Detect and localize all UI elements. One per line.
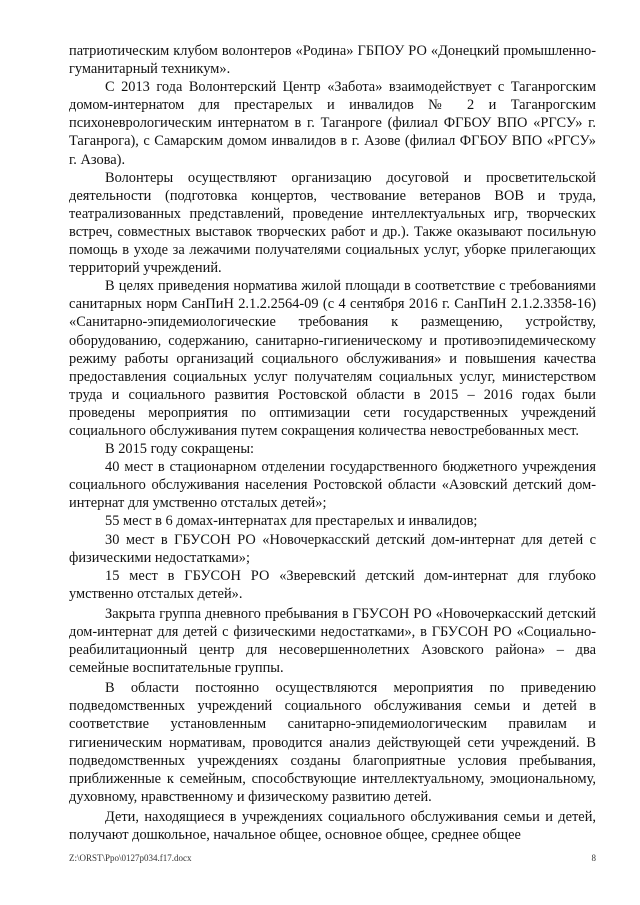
paragraph-children-education: Дети, находящиеся в учреждениях социального обслуживания семьи и детей, получают дошкольное, начальное общее, основное общее, среднее общее (69, 808, 596, 844)
paragraph-center-cooperation: С 2013 года Волонтерский Центр «Забота» взаимодействует с Таганрогским домом-интернатом для престарелых и инвалидов № 2 и Таганрогским психоневрологическим интернатом в г. Таганроге (филиал ФГБОУ ВПО «РГСУ» г. Таганрога), с Самарским домом инвалидов в г. Азове (филиал ФГБОУ ВПО «РГСУ» г. Азова). (69, 79, 596, 168)
list-item-novocherkassk-places: 30 мест в ГБУСОН РО «Новочеркасский детский дом-интернат для детей с физическими недостатками»; (69, 531, 596, 566)
list-item-azov-places: 40 мест в стационарном отделении государственного бюджетного учреждения социального обслуживания населения Ростовской области «Азовский детский дом-интернат для умственно отсталых детей»; (69, 459, 596, 512)
paragraph-2015-reduced: В 2015 году сокращены: (105, 441, 255, 458)
document-body (69, 42, 596, 844)
list-item-55-places: 55 мест в 6 домах-интернатах для престарелых и инвалидов; (105, 513, 478, 530)
paragraph-volunteer-clubs: патриотическим клубом волонтеров «Родина» ГБПОУ РО «Донецкий промышленно-гуманитарный техникум». (69, 43, 596, 78)
paragraph-sanitary-measures: В области постоянно осуществляются мероприятия по приведению подведомственных учреждений социального обслуживания семьи и детей в соответствие установленным санитарно-эпидемиологическим правилам и гигиеническим нормативам, проводится анализ действующей сети учреждений. В подведомственных учреждениях созданы благоприятные условия пребывания, приближенные к семейным, способствующие интеллектуальному, эмоциональному, духовному, нравственному и физическому развитию детей. (69, 680, 596, 805)
paragraph-sanpin-optimization: В целях приведения норматива жилой площади в соответствие с требованиями санитарных норм СанПиН 2.1.2.2564-09 (с 4 сентября 2016 г. СанПиН 2.1.2.3358-16) «Санитарно-эпидемиологические требования к размещению, устройству, оборудованию, содержанию, санитарно-гигиеническому и противоэпидемическому режиму работы организаций социального обслуживания» и повышения качества предоставления социальных услуг получателям социальных услуг, министерством труда и социального развития Ростовской области в 2015 – 2016 годах были проведены мероприятия по оптимизации сети государственных учреждений социального обслуживания путем сокращения количества невостребованных мест. (69, 278, 596, 439)
paragraph-volunteer-activities: Волонтеры осуществляют организацию досуговой и просветительской деятельности (подготовка концертов, чествование ветеранов ВОВ и труда, театрализованных представлений, проведение интеллектуальных игр, творческих встреч, совместных выставок творческих работ и др.). Также оказывают посильную помощь в уходе за лежачими получателями социальных услуг, уборке прилегающих территорий учреждений. (69, 169, 596, 277)
paragraph-day-group-closed: Закрыта группа дневного пребывания в ГБУСОН РО «Новочеркасский детский дом-интернат для детей с физическими недостатками», в ГБУСОН РО «Социально-реабилитационный центр для несовершеннолетних Азовского района» – два семейные воспитательные группы. (69, 605, 596, 677)
list-item-zverevo-places: 15 мест в ГБУСОН РО «Зверевский детский дом-интернат для глубоко умственно отсталых детей». (69, 567, 596, 602)
file-path: Z:\ORST\Ppo\0127p034.f17.docx (69, 853, 192, 863)
page-number: 8 (591, 853, 596, 863)
